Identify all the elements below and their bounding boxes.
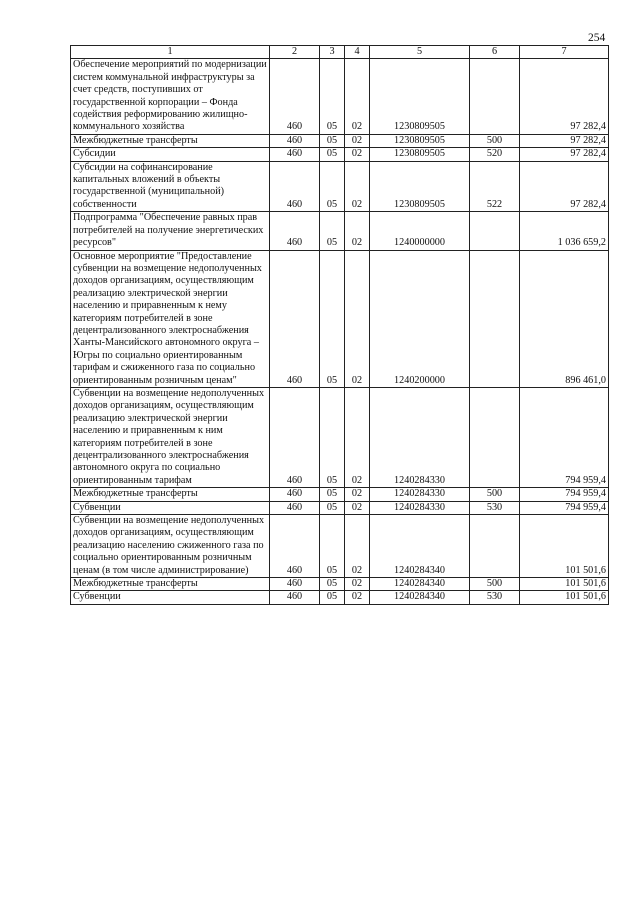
table-header-row (71, 46, 609, 59)
row-c4: 02 (345, 501, 370, 514)
row-c7: 794 959,4 (520, 501, 609, 514)
row-c3: 05 (320, 501, 345, 514)
row-c3: 05 (320, 161, 345, 212)
row-c2: 460 (270, 59, 320, 134)
row-name: Основное мероприятие "Предоставление субвенции на возмещение недополученных доходов организациям, осуществляющим реализацию электрической энергии населению и приравненным к нему категориям потребителей в зоне децентрализованного электроснабжения Ханты-Мансийского автономного округа – Югры по социально ориентированным тарифам и сжиженного газа по социально ориентированным розничным ценам" (71, 250, 270, 387)
row-name: Субвенции на возмещение недополученных доходов организациям, осуществляющим реализацию населению сжиженного газа по социально ориентированным розничным ценам (в том числе администрирование) (71, 515, 270, 578)
row-c4: 02 (345, 148, 370, 161)
row-c6: 500 (470, 488, 520, 501)
row-c7: 97 282,4 (520, 148, 609, 161)
row-c2: 460 (270, 501, 320, 514)
row-c6 (470, 250, 520, 387)
row-c2: 460 (270, 134, 320, 147)
row-name: Субсидии (71, 148, 270, 161)
row-c2: 460 (270, 515, 320, 578)
row-c5: 1240200000 (370, 250, 470, 387)
row-name: Обеспечение мероприятий по модернизации систем коммунальной инфраструктуры за счет средств, поступивших от государственной корпорации – Фонда содействия реформированию жилищно-коммунального хозяйства (71, 59, 270, 134)
table-row (71, 134, 609, 147)
row-c7: 896 461,0 (520, 250, 609, 387)
row-c4: 02 (345, 250, 370, 387)
row-name: Межбюджетные трансферты (71, 488, 270, 501)
table-row (71, 59, 609, 134)
row-c3: 05 (320, 488, 345, 501)
table-row (71, 387, 609, 487)
row-c7: 101 501,6 (520, 578, 609, 591)
row-c6: 530 (470, 591, 520, 604)
row-c2: 460 (270, 488, 320, 501)
row-c5: 1240284340 (370, 515, 470, 578)
row-c4: 02 (345, 59, 370, 134)
budget-table (70, 45, 609, 605)
row-c5: 1240000000 (370, 212, 470, 250)
row-c2: 460 (270, 148, 320, 161)
row-c4: 02 (345, 488, 370, 501)
row-c6: 530 (470, 501, 520, 514)
row-c5: 1230809505 (370, 134, 470, 147)
row-c3: 05 (320, 578, 345, 591)
table-row (71, 515, 609, 578)
row-name: Субвенции (71, 591, 270, 604)
row-c3: 05 (320, 250, 345, 387)
row-c4: 02 (345, 591, 370, 604)
row-c3: 05 (320, 591, 345, 604)
row-c7: 97 282,4 (520, 161, 609, 212)
row-c7: 97 282,4 (520, 59, 609, 134)
row-c5: 1230809505 (370, 148, 470, 161)
row-c6: 500 (470, 578, 520, 591)
header-col-2: 2 (270, 46, 320, 59)
page-number: 254 (588, 32, 606, 44)
row-c6 (470, 515, 520, 578)
row-c3: 05 (320, 134, 345, 147)
header-col-4: 4 (345, 46, 370, 59)
row-c2: 460 (270, 212, 320, 250)
row-c4: 02 (345, 161, 370, 212)
row-c5: 1230809505 (370, 161, 470, 212)
row-c7: 1 036 659,2 (520, 212, 609, 250)
row-c5: 1230809505 (370, 59, 470, 134)
row-c2: 460 (270, 161, 320, 212)
row-c5: 1240284340 (370, 578, 470, 591)
row-c7: 101 501,6 (520, 591, 609, 604)
row-c6 (470, 387, 520, 487)
row-c6: 520 (470, 148, 520, 161)
row-c2: 460 (270, 578, 320, 591)
row-c5: 1240284340 (370, 591, 470, 604)
row-c4: 02 (345, 212, 370, 250)
table-row (71, 250, 609, 387)
row-name: Субсидии на софинансирование капитальных вложений в объекты государственной (муниципальной) собственности (71, 161, 270, 212)
header-col-3: 3 (320, 46, 345, 59)
row-c3: 05 (320, 387, 345, 487)
row-c5: 1240284330 (370, 387, 470, 487)
header-col-7: 7 (520, 46, 609, 59)
header-col-6: 6 (470, 46, 520, 59)
table-row (71, 488, 609, 501)
row-c6: 522 (470, 161, 520, 212)
row-c6 (470, 59, 520, 134)
table-row (71, 591, 609, 604)
row-name: Субвенции (71, 501, 270, 514)
row-c5: 1240284330 (370, 501, 470, 514)
row-c3: 05 (320, 212, 345, 250)
row-c6: 500 (470, 134, 520, 147)
table-row (71, 212, 609, 250)
header-col-1: 1 (71, 46, 270, 59)
row-c4: 02 (345, 578, 370, 591)
row-c4: 02 (345, 134, 370, 147)
row-c7: 794 959,4 (520, 387, 609, 487)
table-row (71, 501, 609, 514)
row-c4: 02 (345, 515, 370, 578)
row-c7: 97 282,4 (520, 134, 609, 147)
row-name: Межбюджетные трансферты (71, 578, 270, 591)
row-c2: 460 (270, 591, 320, 604)
row-c6 (470, 212, 520, 250)
row-c3: 05 (320, 148, 345, 161)
row-name: Межбюджетные трансферты (71, 134, 270, 147)
row-name: Субвенции на возмещение недополученных доходов организациям, осуществляющим реализацию электрической энергии населению и приравненным к ним категориям потребителей в зоне децентрализованного электроснабжения автономного округа по социально ориентированным тарифам (71, 387, 270, 487)
row-c2: 460 (270, 387, 320, 487)
row-c5: 1240284330 (370, 488, 470, 501)
header-col-5: 5 (370, 46, 470, 59)
row-name: Подпрограмма "Обеспечение равных прав потребителей на получение энергетических ресурсов" (71, 212, 270, 250)
table-row (71, 148, 609, 161)
row-c7: 101 501,6 (520, 515, 609, 578)
row-c4: 02 (345, 387, 370, 487)
table-row (71, 578, 609, 591)
table-row (71, 161, 609, 212)
row-c7: 794 959,4 (520, 488, 609, 501)
row-c3: 05 (320, 515, 345, 578)
row-c3: 05 (320, 59, 345, 134)
row-c2: 460 (270, 250, 320, 387)
